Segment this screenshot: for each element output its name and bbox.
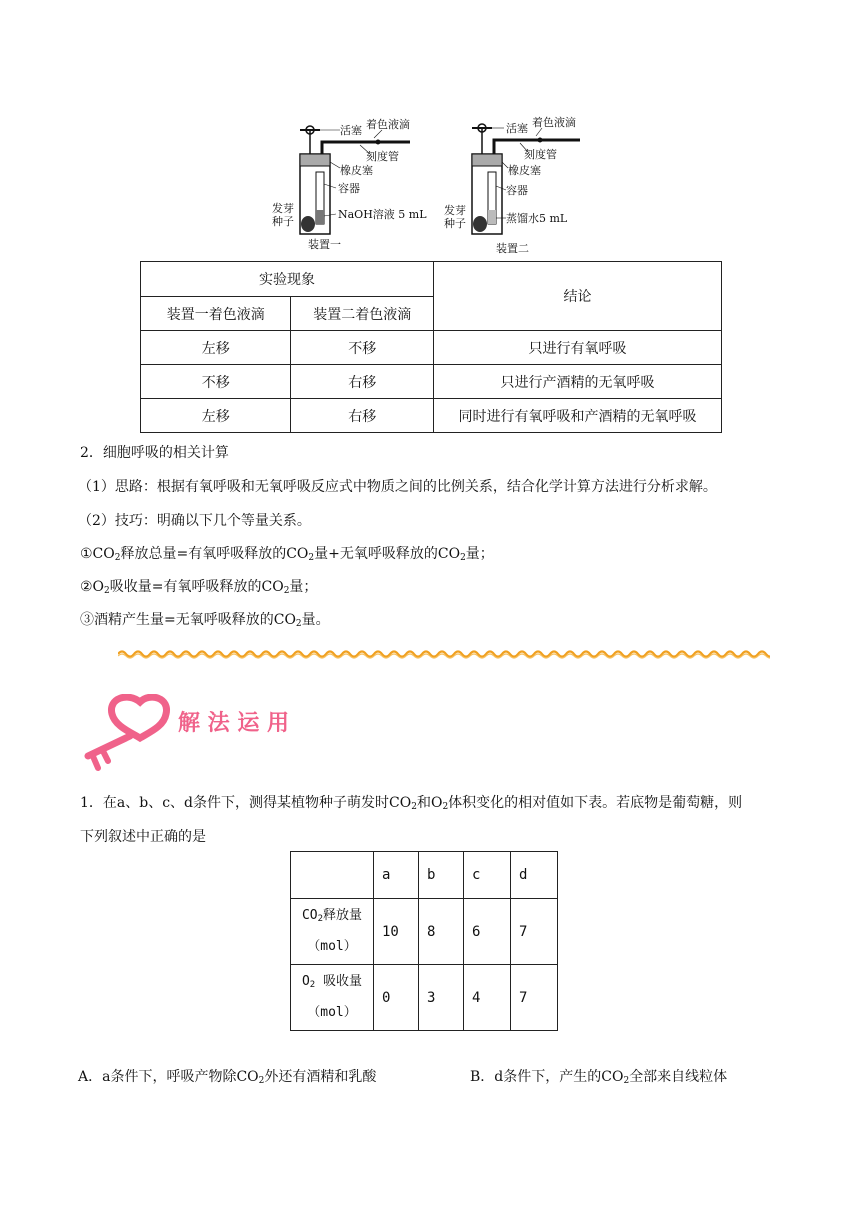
label-seeds-1: 发芽: [272, 202, 294, 215]
text: ①CO: [80, 546, 115, 562]
sub: 2: [460, 553, 466, 563]
text: ②O: [80, 579, 105, 595]
cell: 不移: [291, 331, 434, 365]
sub: 2: [295, 619, 302, 629]
text: 吸收量=有氧呼吸释放的CO: [109, 579, 284, 595]
sub: 2: [104, 586, 110, 596]
cell: 只进行有氧呼吸: [434, 331, 722, 365]
cell: 右移: [291, 365, 434, 399]
wavy-divider: [118, 648, 770, 660]
text: 释放总量=有氧呼吸释放的CO: [120, 546, 309, 562]
text: 体积变化的相对值如下表。若底物是葡萄糖，则: [448, 795, 743, 811]
gas-exchange-table: [290, 851, 558, 1031]
sub: 2: [411, 802, 417, 812]
table-row: [141, 331, 722, 365]
table-row: [141, 365, 722, 399]
cell: [291, 852, 374, 899]
section-title: 2．细胞呼吸的相关计算: [80, 445, 229, 461]
text: 1．在a、b、c、d条件下，测得某植物种子萌发时CO: [80, 795, 412, 811]
sub: 2: [308, 553, 315, 563]
cell: 同时进行有氧呼吸和产酒精的无氧呼吸: [434, 399, 722, 433]
text: 外还有酒精和乳酸: [264, 1069, 377, 1085]
text: （mol）: [307, 939, 357, 954]
table-row: [291, 965, 558, 1031]
text: A．a条件下，呼吸产物除CO: [78, 1069, 259, 1085]
cell: a: [374, 852, 419, 899]
header-phenomenon: 实验现象: [141, 262, 434, 297]
apparatus-figure: [270, 112, 590, 260]
text: 量；: [465, 546, 494, 562]
cell: 4: [464, 965, 511, 1031]
header-device-two: 装置二着色液滴: [291, 297, 434, 331]
equation-two: [80, 576, 317, 596]
cell: 只进行产酒精的无氧呼吸: [434, 365, 722, 399]
text: 量；: [289, 579, 318, 595]
cell: 左移: [141, 331, 291, 365]
cell: d: [511, 852, 558, 899]
sub: 2: [283, 586, 290, 596]
text: 全部来自线粒体: [629, 1069, 728, 1085]
row-label-o2: [291, 965, 374, 1031]
label-seeds-2: 种子: [272, 215, 294, 228]
cell: 左移: [141, 399, 291, 433]
cell: 8: [419, 899, 464, 965]
text: B．d条件下，产生的CO: [470, 1069, 624, 1085]
cell: b: [419, 852, 464, 899]
question-stem-2: 下列叙述中正确的是: [80, 829, 206, 845]
sub: 2: [317, 914, 324, 924]
equation-one: [80, 543, 494, 563]
sub: 2: [258, 1076, 265, 1086]
option-a: [78, 1066, 376, 1086]
table-row: [291, 852, 558, 899]
phenomenon-table: [140, 261, 722, 433]
label-stopper-2: 橡皮塞: [508, 164, 541, 177]
device-one-caption: 装置一: [308, 238, 341, 251]
label-seeds-2-2: 种子: [444, 217, 466, 230]
label-container-2: 容器: [506, 184, 528, 197]
cell: 7: [511, 965, 558, 1031]
paragraph-technique: （2）技巧：明确以下几个等量关系。: [78, 513, 311, 529]
cell: 10: [374, 899, 419, 965]
device-one: [272, 117, 427, 251]
label-solution-2: 蒸馏水5 mL: [506, 212, 568, 225]
sub: 2: [309, 980, 316, 990]
cell: 3: [419, 965, 464, 1031]
cell: 右移: [291, 399, 434, 433]
label-droplet-2: 着色液滴: [532, 116, 576, 129]
label-stopcock-2: 活塞: [506, 122, 528, 135]
text: 量+无氧呼吸释放的CO: [314, 546, 461, 562]
key-icon: [88, 697, 167, 768]
cell: 不移: [141, 365, 291, 399]
text: 量。: [301, 612, 330, 628]
row-label-co2: [291, 899, 374, 965]
paragraph-approach: （1）思路：根据有氧呼吸和无氧呼吸反应式中物质之间的比例关系，结合化学计算方法进行分析求解。: [78, 479, 717, 495]
text: 和O: [416, 795, 443, 811]
table-row: [141, 399, 722, 433]
text: 吸收量: [315, 974, 363, 989]
text: O: [301, 974, 310, 989]
cell: c: [464, 852, 511, 899]
text: 释放量: [323, 908, 363, 923]
label-seeds-2-1: 发芽: [444, 204, 466, 217]
sub: 2: [623, 1076, 630, 1086]
sub: 2: [442, 802, 449, 812]
label-solution: NaOH溶液 5 mL: [338, 208, 427, 221]
label-stopcock: 活塞: [340, 124, 362, 137]
device-two-caption: 装置二: [496, 242, 529, 255]
text: ③酒精产生量=无氧呼吸释放的CO: [80, 612, 296, 628]
label-container: 容器: [338, 182, 360, 195]
table-row: [291, 899, 558, 965]
device-two: [444, 115, 580, 255]
label-stopper: 橡皮塞: [340, 164, 373, 177]
question-stem: [80, 792, 742, 812]
label-droplet: 着色液滴: [366, 118, 410, 131]
header-device-one: 装置一着色液滴: [141, 297, 291, 331]
option-b: [470, 1066, 727, 1086]
logo-title: 解 法 运 用: [178, 711, 289, 736]
cell: 6: [464, 899, 511, 965]
text: CO: [301, 908, 318, 923]
text: （mol）: [307, 1005, 357, 1020]
key-logo: [78, 694, 323, 772]
sub: 2: [114, 553, 121, 563]
header-conclusion: 结论: [434, 262, 722, 331]
label-tube-2: 刻度管: [524, 148, 557, 161]
cell: 7: [511, 899, 558, 965]
equation-three: [80, 609, 330, 629]
label-tube: 刻度管: [366, 150, 399, 163]
cell: 0: [374, 965, 419, 1031]
